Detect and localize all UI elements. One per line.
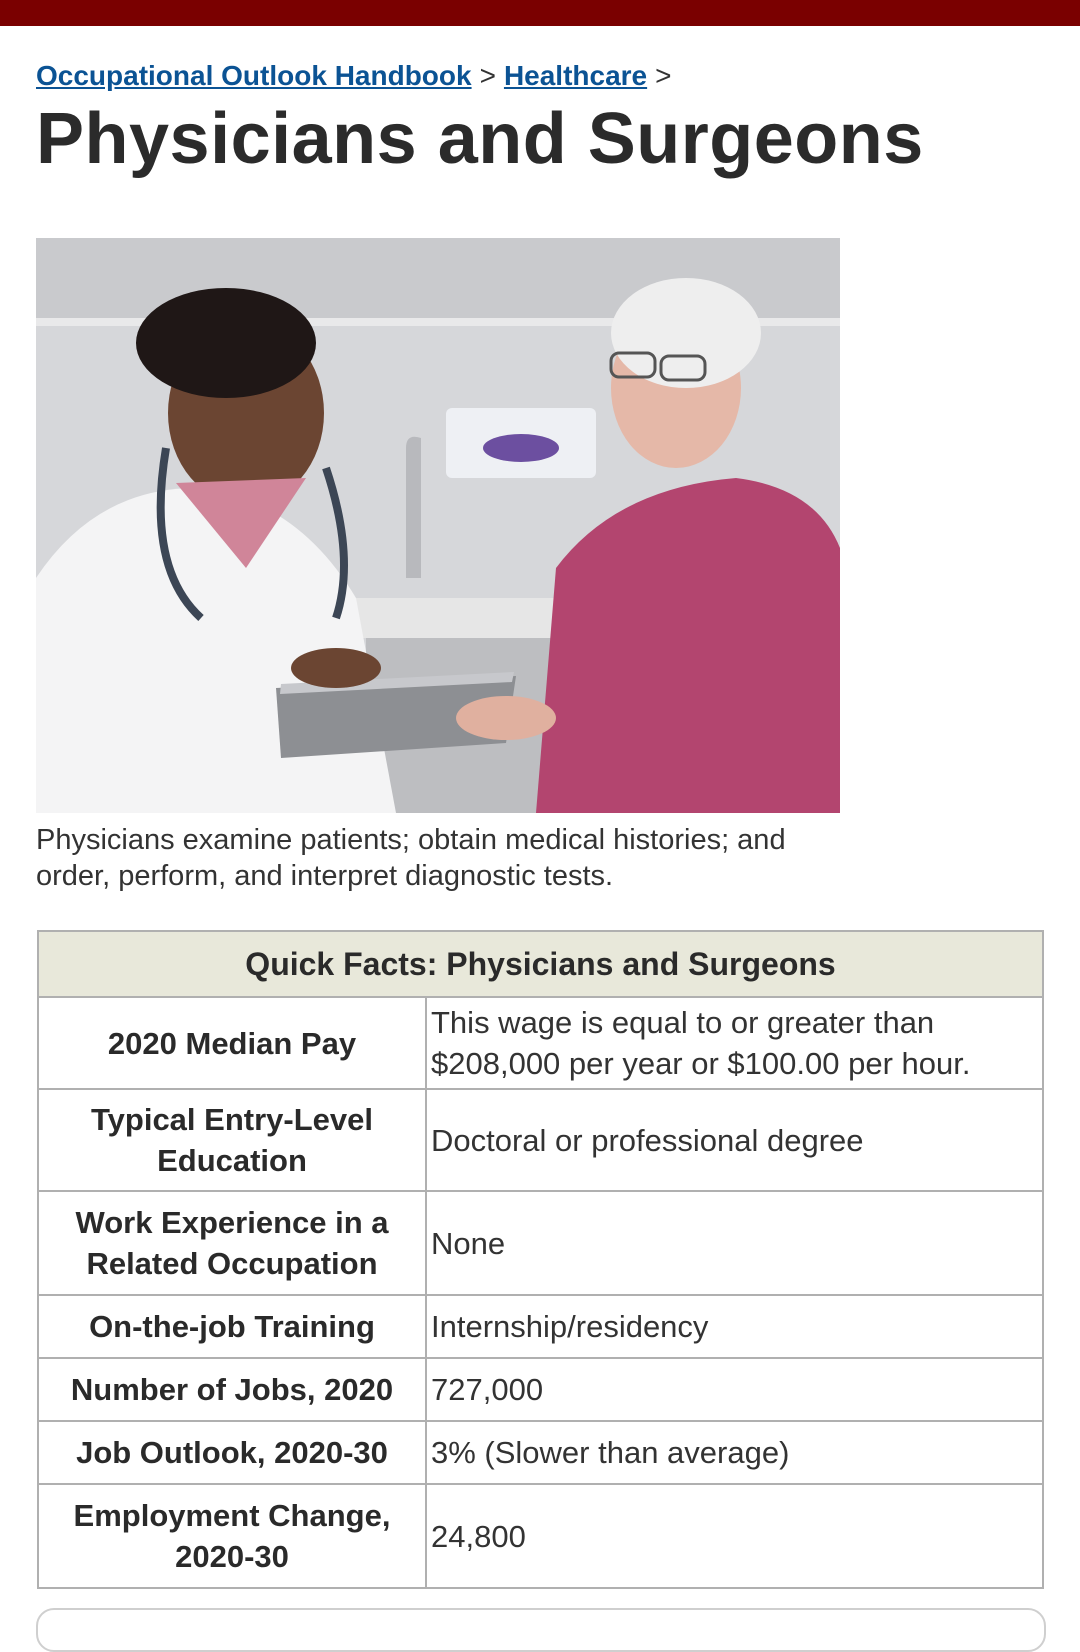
breadcrumb-link-ooh[interactable]: Occupational Outlook Handbook xyxy=(36,60,472,91)
fact-label: Work Experience in a Related Occupation xyxy=(38,1191,426,1295)
fact-label: 2020 Median Pay xyxy=(38,997,426,1089)
breadcrumb-separator: > xyxy=(479,60,496,91)
photo-caption: Physicians examine patients; obtain medical histories; and order, perform, and interpret diagnostic tests. xyxy=(36,824,786,892)
table-row xyxy=(38,1421,1043,1484)
breadcrumb-link-healthcare[interactable]: Healthcare xyxy=(503,60,648,91)
fact-value: None xyxy=(426,1191,1043,1295)
table-row xyxy=(38,1295,1043,1358)
fact-label: On-the-job Training xyxy=(38,1295,426,1358)
table-row xyxy=(38,997,1043,1089)
quick-facts-table xyxy=(37,930,1044,1589)
next-section-card xyxy=(36,1608,1046,1652)
fact-value: 24,800 xyxy=(426,1484,1043,1588)
fact-label: Job Outlook, 2020-30 xyxy=(38,1421,426,1484)
fact-value: Doctoral or professional degree xyxy=(426,1089,1043,1191)
page-title: Physicians and Surgeons xyxy=(36,99,924,179)
quick-facts-title: Quick Facts: Physicians and Surgeons xyxy=(38,931,1043,997)
breadcrumb xyxy=(36,60,679,92)
table-row xyxy=(38,1484,1043,1588)
fact-value: This wage is equal to or greater than $208,000 per year or $100.00 per hour. xyxy=(426,997,1043,1089)
table-row xyxy=(38,1089,1043,1191)
fact-label: Typical Entry-Level Education xyxy=(38,1089,426,1191)
breadcrumb-separator: > xyxy=(655,60,672,91)
fact-label: Employment Change, 2020-30 xyxy=(38,1484,426,1588)
fact-value: 727,000 xyxy=(426,1358,1043,1421)
table-row xyxy=(38,1358,1043,1421)
top-bar xyxy=(0,0,1080,26)
fact-label: Number of Jobs, 2020 xyxy=(38,1358,426,1421)
occupation-photo xyxy=(36,238,840,813)
fact-value: 3% (Slower than average) xyxy=(426,1421,1043,1484)
table-row xyxy=(38,1191,1043,1295)
fact-value: Internship/residency xyxy=(426,1295,1043,1358)
